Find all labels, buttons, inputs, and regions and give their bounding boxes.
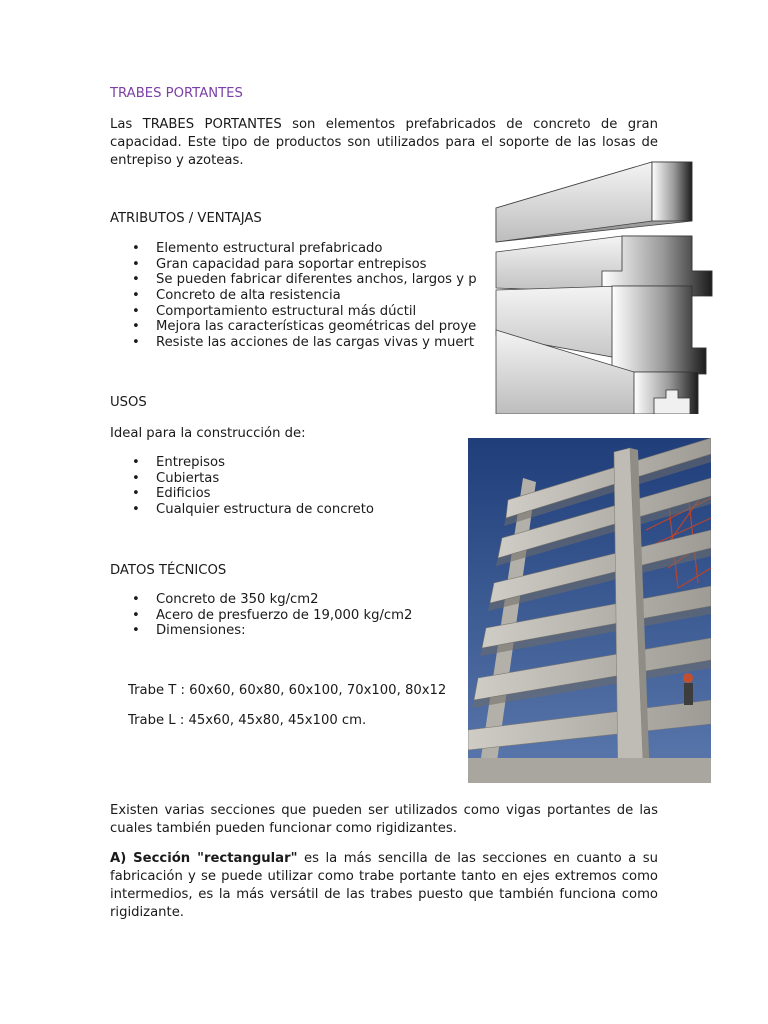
technical-list xyxy=(110,592,412,639)
beams-illustration xyxy=(494,158,714,414)
list-item: • Cubiertas xyxy=(110,471,374,487)
list-item: • Gran capacidad para soportar entrepisos xyxy=(110,257,477,273)
trabe-l-dimensions: Trabe L : 45x60, 45x80, 45x100 cm. xyxy=(128,713,367,728)
list-item: • Cualquier estructura de concreto xyxy=(110,502,374,518)
list-item: • Comportamiento estructural más dúctil xyxy=(110,304,477,320)
list-item: • Elemento estructural prefabricado xyxy=(110,241,477,257)
attributes-list xyxy=(110,241,477,351)
list-item: • Se pueden fabricar diferentes anchos, largos y p xyxy=(110,272,477,288)
section-rectangular-paragraph xyxy=(110,850,658,922)
building-photo xyxy=(468,438,711,783)
document-title: TRABES PORTANTES xyxy=(110,86,243,101)
uses-heading: USOS xyxy=(110,395,147,410)
list-item: • Entrepisos xyxy=(110,455,374,471)
list-item: • Concreto de alta resistencia xyxy=(110,288,477,304)
uses-list xyxy=(110,455,374,518)
technical-heading: DATOS TÉCNICOS xyxy=(110,563,227,578)
attributes-heading: ATRIBUTOS / VENTAJAS xyxy=(110,211,262,226)
trabe-t-dimensions: Trabe T : 60x60, 60x80, 60x100, 70x100, 80x12 xyxy=(128,683,447,698)
list-item: • Acero de presfuerzo de 19,000 kg/cm2 xyxy=(110,608,412,624)
intro-paragraph: Las TRABES PORTANTES son elementos prefabricados de concreto de gran capacidad. Este tipo de productos son utilizados para el soporte de las losas de entrepiso y azoteas. xyxy=(110,117,658,168)
section-rectangular-label: A) Sección "rectangular" xyxy=(110,851,298,866)
sections-intro: Existen varias secciones que pueden ser utilizados como vigas portantes de las cuales también pueden funcionar como rigidizantes. xyxy=(110,803,658,836)
uses-lead: Ideal para la construcción de: xyxy=(110,426,306,441)
list-item: • Edificios xyxy=(110,486,374,502)
list-item: • Resiste las acciones de las cargas vivas y muert xyxy=(110,335,477,351)
list-item: • Dimensiones: xyxy=(110,623,412,639)
section-rectangular-text: es la más sencilla de las secciones en cuanto a su fabricación y se puede utilizar como trabe portante tanto en ejes extremos como intermedios, es la más versátil de las trabes puesto que también funciona como rigidizante. xyxy=(110,851,658,920)
list-item: • Concreto de 350 kg/cm2 xyxy=(110,592,412,608)
list-item: • Mejora las características geométricas del proye xyxy=(110,319,477,335)
